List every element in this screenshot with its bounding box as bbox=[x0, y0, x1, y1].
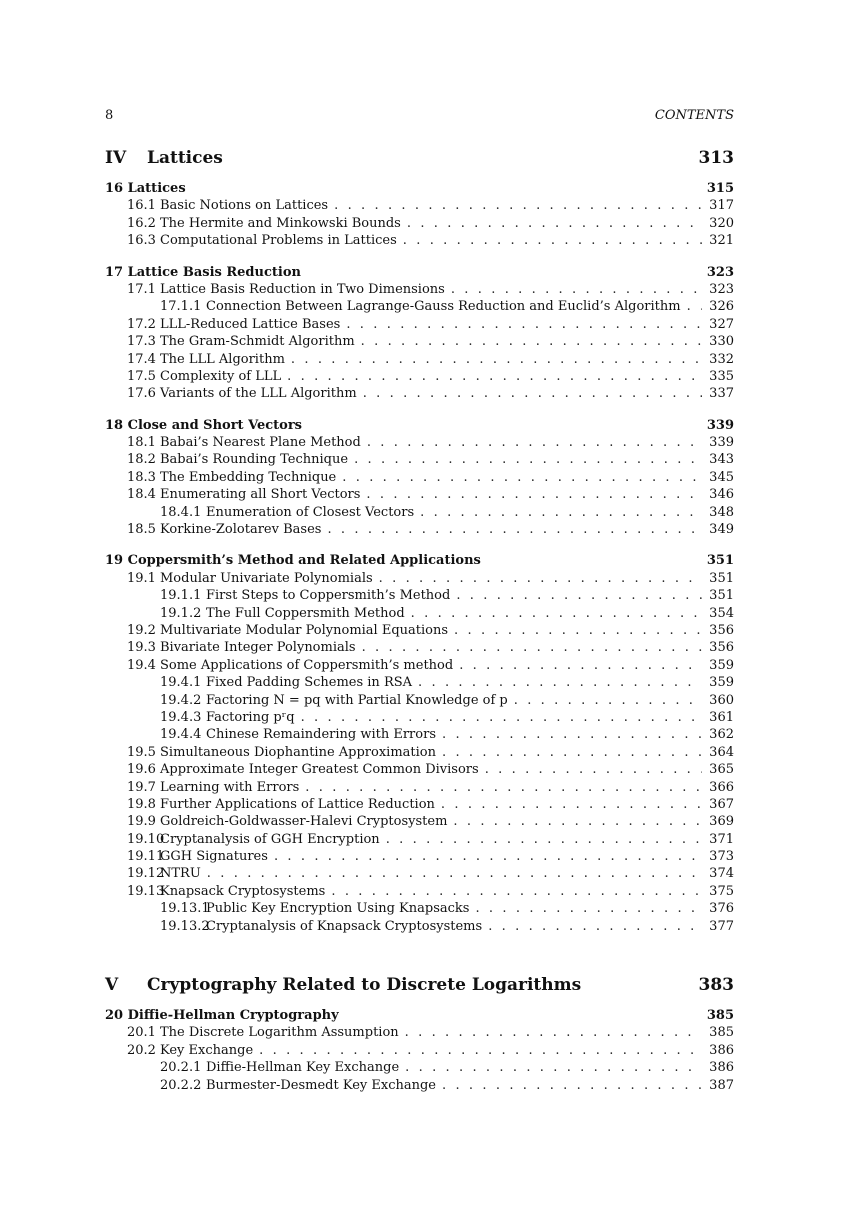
toc-page-number: 365 bbox=[709, 762, 734, 778]
dot-leader bbox=[405, 1024, 702, 1041]
toc-entry-number: 19.4.4 bbox=[160, 727, 202, 743]
dot-leader bbox=[386, 831, 702, 848]
toc-entry-number: 19.4.1 bbox=[160, 675, 202, 691]
toc-entry-title: Korkine-Zolotarev Bases bbox=[160, 522, 322, 538]
toc-page-number: 321 bbox=[709, 233, 734, 249]
toc-entry-number: 19.1.2 bbox=[160, 605, 202, 621]
toc-part bbox=[105, 148, 734, 174]
toc-section bbox=[105, 1042, 734, 1059]
toc-entry-number: 19.4 bbox=[127, 657, 156, 673]
dot-leader bbox=[287, 368, 702, 385]
toc-subsection bbox=[105, 1059, 734, 1076]
toc-entry-number: 19.13.2 bbox=[160, 918, 210, 934]
toc-page-number: 323 bbox=[706, 264, 734, 280]
toc-entry-title: Modular Univariate Polynomials bbox=[160, 570, 373, 586]
toc-page-number: 385 bbox=[706, 1008, 734, 1024]
toc-subsection bbox=[105, 504, 734, 521]
dot-leader bbox=[459, 657, 702, 674]
toc-page-number: 362 bbox=[709, 727, 734, 743]
toc-entry-number: 17.1 bbox=[127, 281, 156, 297]
dot-leader bbox=[361, 333, 702, 350]
dot-leader bbox=[331, 883, 702, 900]
toc-section bbox=[105, 622, 734, 639]
toc-page-number: 335 bbox=[709, 368, 734, 384]
toc-section bbox=[105, 848, 734, 865]
toc-entry-number: 19.4.3 bbox=[160, 709, 202, 725]
toc-chapter bbox=[105, 180, 734, 197]
toc-page-number: 374 bbox=[709, 866, 734, 882]
toc-page-number: 339 bbox=[709, 435, 734, 451]
toc-section bbox=[105, 316, 734, 333]
toc-page-number: 327 bbox=[709, 316, 734, 332]
toc-page-number: 323 bbox=[709, 281, 734, 297]
toc-entry-number: 18.4 bbox=[127, 487, 156, 503]
toc-entry-title: Enumeration of Closest Vectors bbox=[206, 504, 415, 520]
dot-leader bbox=[366, 486, 702, 503]
toc-part-heading bbox=[105, 148, 223, 168]
toc-page-number: 361 bbox=[709, 709, 734, 725]
dot-leader bbox=[418, 674, 702, 691]
toc-entry-title: Burmester-Desmedt Key Exchange bbox=[206, 1077, 436, 1093]
toc-entry-title: First Steps to Coppersmith’s Method bbox=[206, 588, 451, 604]
toc-subsection bbox=[105, 918, 734, 935]
toc-entry-title: The LLL Algorithm bbox=[160, 351, 285, 367]
toc-page-number: 359 bbox=[709, 657, 734, 673]
dot-leader bbox=[301, 709, 702, 726]
toc-page-number: 348 bbox=[709, 504, 734, 520]
toc-entry-number: 19.7 bbox=[127, 779, 156, 795]
toc-entry-title: Babai’s Rounding Technique bbox=[160, 452, 349, 468]
toc-section bbox=[105, 486, 734, 503]
dot-leader bbox=[259, 1042, 702, 1059]
dot-leader bbox=[305, 779, 702, 796]
toc-page-number: 376 bbox=[709, 901, 734, 917]
dot-leader bbox=[379, 570, 702, 587]
toc-page-number: 320 bbox=[709, 215, 734, 231]
dot-leader bbox=[687, 298, 702, 315]
toc-entry-number: 17.1.1 bbox=[160, 299, 202, 315]
dot-leader bbox=[342, 469, 702, 486]
dot-leader bbox=[441, 796, 702, 813]
toc-entry-number: 18.3 bbox=[127, 469, 156, 485]
toc-entry-number: 17.3 bbox=[127, 334, 156, 350]
dot-leader bbox=[207, 865, 702, 882]
toc-page-number: 351 bbox=[706, 553, 734, 569]
toc-entry-title: Approximate Integer Greatest Common Divisors bbox=[160, 762, 479, 778]
toc-entry-number: 19.13.1 bbox=[160, 901, 210, 917]
toc-entry-number: 17.4 bbox=[127, 351, 156, 367]
toc-entry-title: The Hermite and Minkowski Bounds bbox=[160, 215, 401, 231]
toc-entry-title: Connection Between Lagrange-Gauss Reduction and Euclid’s Algorithm bbox=[206, 299, 681, 315]
toc-part-number: IV bbox=[105, 148, 127, 168]
toc-page-number: 346 bbox=[709, 487, 734, 503]
toc-page-number: 367 bbox=[709, 796, 734, 812]
toc-entry-title: Factoring N = pq with Partial Knowledge of p bbox=[206, 692, 508, 708]
toc-entry-number: 20.1 bbox=[127, 1025, 156, 1041]
toc-entry-number: 19.3 bbox=[127, 640, 156, 656]
toc-entry-title: The Gram-Schmidt Algorithm bbox=[160, 334, 355, 350]
toc-entry-number: 19.4.2 bbox=[160, 692, 202, 708]
toc-page-number: 315 bbox=[706, 181, 734, 196]
toc-entry-title: Fixed Padding Schemes in RSA bbox=[206, 675, 413, 691]
toc-chapter-title: 20 Diffie-Hellman Cryptography bbox=[105, 1008, 339, 1024]
toc-subsection bbox=[105, 674, 734, 691]
toc-page-number: 332 bbox=[709, 351, 734, 367]
dot-leader bbox=[442, 744, 702, 761]
toc-entry-number: 19.6 bbox=[127, 762, 156, 778]
toc-chapter-title: 16 Lattices bbox=[105, 181, 186, 196]
page-header bbox=[105, 108, 734, 130]
dot-leader bbox=[334, 197, 702, 214]
toc-entry-title: Complexity of LLL bbox=[160, 368, 282, 384]
toc-chapter-title: 18 Close and Short Vectors bbox=[105, 417, 302, 433]
dot-leader bbox=[362, 639, 702, 656]
dot-leader bbox=[442, 1077, 702, 1094]
toc-entry-number: 19.11 bbox=[127, 849, 165, 865]
toc-entry-title: Simultaneous Diophantine Approximation bbox=[160, 744, 436, 760]
toc-entry-title: Variants of the LLL Algorithm bbox=[160, 386, 357, 402]
toc-page-number: 386 bbox=[709, 1060, 734, 1076]
dot-leader bbox=[367, 434, 702, 451]
toc-entry-number: 19.5 bbox=[127, 744, 156, 760]
toc-section bbox=[105, 385, 734, 402]
toc-entry-title: The Embedding Technique bbox=[160, 469, 337, 485]
dot-leader bbox=[453, 813, 702, 830]
toc-section bbox=[105, 779, 734, 796]
toc-entry-number: 19.13 bbox=[127, 883, 165, 899]
toc-entry-title: Enumerating all Short Vectors bbox=[160, 487, 361, 503]
toc-subsection bbox=[105, 605, 734, 622]
toc-section bbox=[105, 883, 734, 900]
toc-chapter-title: 19 Coppersmith’s Method and Related Applications bbox=[105, 553, 481, 569]
toc-entry-number: 18.2 bbox=[127, 452, 156, 468]
toc-subsection bbox=[105, 709, 734, 726]
toc-section bbox=[105, 215, 734, 232]
toc-entry-title: Public Key Encryption Using Knapsacks bbox=[206, 901, 470, 917]
toc-part-title: Cryptography Related to Discrete Logarithms bbox=[147, 975, 582, 996]
toc-section bbox=[105, 521, 734, 538]
toc-page-number: 359 bbox=[709, 675, 734, 691]
dot-leader bbox=[485, 761, 702, 778]
toc-section bbox=[105, 639, 734, 656]
toc-subsection bbox=[105, 1077, 734, 1094]
toc-page-number: 330 bbox=[709, 334, 734, 350]
toc-section bbox=[105, 831, 734, 848]
toc-page-number: 339 bbox=[706, 417, 734, 433]
toc-page-number: 375 bbox=[709, 883, 734, 899]
toc-subsection bbox=[105, 726, 734, 743]
toc-chapter bbox=[105, 417, 734, 434]
toc-section bbox=[105, 761, 734, 778]
toc-page-number: 317 bbox=[709, 198, 734, 214]
toc-part-number: V bbox=[105, 975, 119, 996]
toc-section bbox=[105, 744, 734, 761]
toc-entry-title: Basic Notions on Lattices bbox=[160, 198, 329, 214]
toc-part-title: Lattices bbox=[147, 148, 223, 168]
toc-subsection bbox=[105, 298, 734, 315]
toc-page-number: 377 bbox=[709, 918, 734, 934]
running-head: CONTENTS bbox=[654, 108, 734, 123]
toc-page-number: 383 bbox=[698, 975, 734, 996]
toc-page-number: 345 bbox=[709, 469, 734, 485]
toc-entry-title: Diffie-Hellman Key Exchange bbox=[206, 1060, 400, 1076]
toc-entry-number: 17.6 bbox=[127, 386, 156, 402]
dot-leader bbox=[274, 848, 702, 865]
dot-leader bbox=[411, 605, 702, 622]
toc-entry-number: 18.1 bbox=[127, 435, 156, 451]
toc-section bbox=[105, 813, 734, 830]
toc-page-number: 360 bbox=[709, 692, 734, 708]
toc-entry-title: Cryptanalysis of GGH Encryption bbox=[160, 831, 380, 847]
dot-leader bbox=[488, 918, 702, 935]
toc-entry-number: 19.9 bbox=[127, 814, 156, 830]
toc-entry-number: 19.2 bbox=[127, 622, 156, 638]
toc-page-number: 356 bbox=[709, 622, 734, 638]
toc-entry-number: 19.12 bbox=[127, 866, 165, 882]
toc-entry-number: 17.2 bbox=[127, 316, 156, 332]
dot-leader bbox=[451, 281, 702, 298]
toc-page-number: 366 bbox=[709, 779, 734, 795]
toc-entry-title: Further Applications of Lattice Reduction bbox=[160, 796, 435, 812]
toc-section bbox=[105, 451, 734, 468]
toc-page-number: 351 bbox=[709, 588, 734, 604]
toc-entry-title: LLL-Reduced Lattice Bases bbox=[160, 316, 341, 332]
toc-entry-title: Babai’s Nearest Plane Method bbox=[160, 435, 361, 451]
table-of-contents bbox=[105, 148, 734, 1094]
toc-entry-number: 20.2.1 bbox=[160, 1060, 202, 1076]
dot-leader bbox=[403, 232, 702, 249]
toc-section bbox=[105, 351, 734, 368]
toc-page-number: 373 bbox=[709, 849, 734, 865]
toc-entry-number: 20.2 bbox=[127, 1042, 156, 1058]
toc-section bbox=[105, 232, 734, 249]
toc-section bbox=[105, 333, 734, 350]
toc-entry-title: Some Applications of Coppersmith’s method bbox=[160, 657, 454, 673]
part-gap bbox=[105, 935, 734, 957]
toc-page-number: 385 bbox=[709, 1025, 734, 1041]
toc-entry-title: Goldreich-Goldwasser-Halevi Cryptosystem bbox=[160, 814, 448, 830]
dot-leader bbox=[514, 692, 702, 709]
toc-entry-title: NTRU bbox=[160, 866, 201, 882]
toc-section bbox=[105, 796, 734, 813]
dot-leader bbox=[405, 1059, 702, 1076]
toc-part bbox=[105, 975, 734, 1001]
dot-leader bbox=[442, 726, 702, 743]
dot-leader bbox=[291, 351, 702, 368]
dot-leader bbox=[454, 622, 702, 639]
toc-page-number: 387 bbox=[709, 1077, 734, 1093]
dot-leader bbox=[456, 587, 702, 604]
toc-page-number: 364 bbox=[709, 744, 734, 760]
toc-entry-number: 19.10 bbox=[127, 831, 165, 847]
toc-page-number: 349 bbox=[709, 522, 734, 538]
toc-page bbox=[105, 108, 734, 1094]
toc-entry-title: Cryptanalysis of Knapsack Cryptosystems bbox=[206, 918, 483, 934]
toc-entry-title: Knapsack Cryptosystems bbox=[160, 883, 326, 899]
toc-section bbox=[105, 865, 734, 882]
toc-subsection bbox=[105, 692, 734, 709]
toc-entry-title: Key Exchange bbox=[160, 1042, 254, 1058]
toc-chapter bbox=[105, 264, 734, 281]
toc-section bbox=[105, 469, 734, 486]
toc-page-number: 369 bbox=[709, 814, 734, 830]
toc-entry-title: The Full Coppersmith Method bbox=[206, 605, 405, 621]
dot-leader bbox=[475, 900, 702, 917]
toc-section bbox=[105, 368, 734, 385]
toc-entry-title: The Discrete Logarithm Assumption bbox=[160, 1025, 399, 1041]
toc-entry-title: Factoring pʳq bbox=[206, 709, 295, 725]
toc-entry-number: 18.4.1 bbox=[160, 504, 202, 520]
toc-section bbox=[105, 1024, 734, 1041]
toc-entry-number: 19.1 bbox=[127, 570, 156, 586]
dot-leader bbox=[346, 316, 702, 333]
toc-chapter-title: 17 Lattice Basis Reduction bbox=[105, 264, 301, 280]
toc-page-number: 313 bbox=[698, 148, 734, 168]
toc-entry-number: 17.5 bbox=[127, 368, 156, 384]
dot-leader bbox=[407, 215, 702, 232]
toc-part-heading bbox=[105, 975, 581, 995]
toc-section bbox=[105, 197, 734, 214]
toc-entry-title: Multivariate Modular Polynomial Equations bbox=[160, 622, 449, 638]
toc-entry-number: 16.1 bbox=[127, 198, 156, 214]
toc-page-number: 371 bbox=[709, 831, 734, 847]
toc-section bbox=[105, 657, 734, 674]
toc-section bbox=[105, 281, 734, 298]
toc-entry-title: Chinese Remaindering with Errors bbox=[206, 727, 436, 743]
toc-page-number: 354 bbox=[709, 605, 734, 621]
toc-entry-title: Computational Problems in Lattices bbox=[160, 233, 397, 249]
toc-entry-title: Learning with Errors bbox=[160, 779, 300, 795]
toc-page-number: 386 bbox=[709, 1042, 734, 1058]
toc-entry-title: Bivariate Integer Polynomials bbox=[160, 640, 356, 656]
dot-leader bbox=[354, 451, 702, 468]
dot-leader bbox=[327, 521, 702, 538]
toc-page-number: 326 bbox=[709, 299, 734, 315]
toc-entry-number: 18.5 bbox=[127, 522, 156, 538]
toc-page-number: 343 bbox=[709, 452, 734, 468]
toc-entry-number: 19.8 bbox=[127, 796, 156, 812]
toc-subsection bbox=[105, 587, 734, 604]
toc-entry-number: 19.1.1 bbox=[160, 588, 202, 604]
toc-chapter bbox=[105, 552, 734, 569]
toc-entry-number: 20.2.2 bbox=[160, 1077, 202, 1093]
toc-page-number: 351 bbox=[709, 570, 734, 586]
toc-entry-title: Lattice Basis Reduction in Two Dimensions bbox=[160, 281, 445, 297]
toc-subsection bbox=[105, 900, 734, 917]
dot-leader bbox=[363, 385, 702, 402]
toc-page-number: 337 bbox=[709, 386, 734, 402]
toc-entry-title: GGH Signatures bbox=[160, 849, 268, 865]
toc-page-number: 356 bbox=[709, 640, 734, 656]
toc-entry-number: 16.2 bbox=[127, 215, 156, 231]
toc-section bbox=[105, 434, 734, 451]
page-number: 8 bbox=[105, 108, 114, 123]
toc-section bbox=[105, 570, 734, 587]
dot-leader bbox=[420, 504, 702, 521]
toc-entry-number: 16.3 bbox=[127, 233, 156, 249]
toc-chapter bbox=[105, 1007, 734, 1024]
